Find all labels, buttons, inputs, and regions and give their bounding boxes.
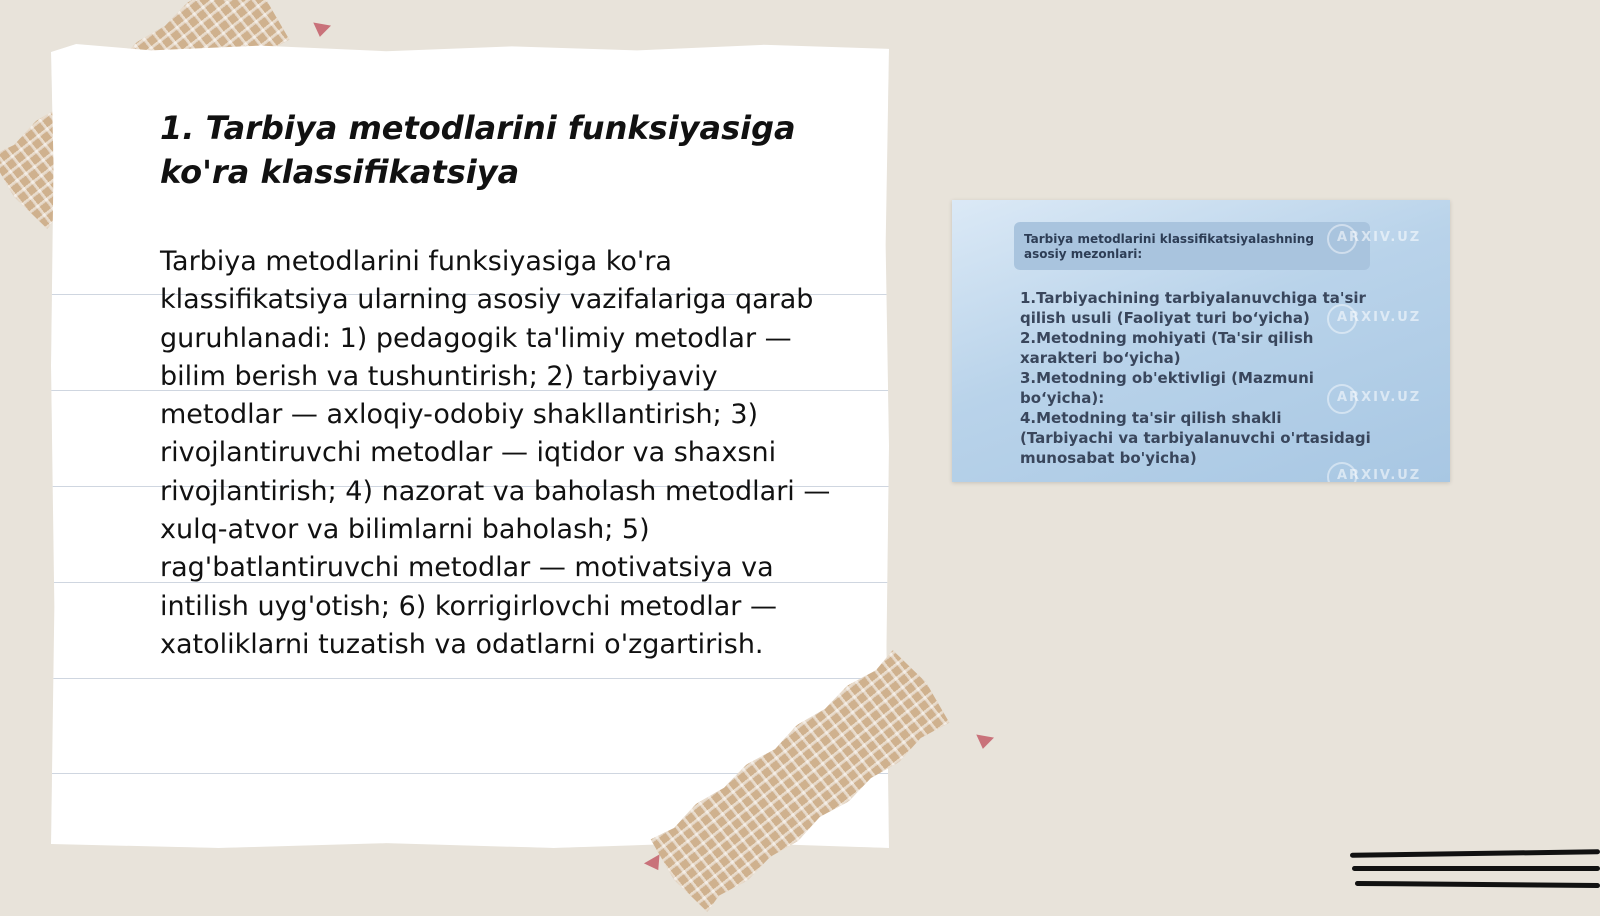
watermark-text: ARXIV.UZ [1337,390,1422,405]
list-item: 3.Metodning ob'ektivligi (Mazmuni bo‘yicha): [1020,369,1314,407]
reference-image [952,200,1450,482]
reference-image-list [1020,288,1372,468]
list-item: 4.Metodning ta'sir qilish shakli (Tarbiyachi va tarbiyalanuvchi o'rtasidagi munosabat bo'yicha) [1020,409,1371,467]
reference-image-heading: Tarbiya metodlarini klassifikatsiyalashning asosiy mezonlari: [1024,232,1314,261]
list-item: 1.Tarbiyachining tarbiyalanuvchiga ta'sir qilish usuli (Faoliyat turi bo‘yicha) [1020,289,1366,327]
watermark-text: ARXIV.UZ [1337,310,1422,325]
tape-pin-decoration [311,23,331,39]
brush-stroke-decoration [1350,849,1600,857]
paper-rule-line [51,678,889,679]
watermark-text: ARXIV.UZ [1337,468,1422,482]
watermark-text: ARXIV.UZ [1337,230,1422,245]
slide-title: 1. Tarbiya metodlarini funksiyasiga ko'ra klassifikatsiya [160,109,796,191]
slide-body-text: Tarbiya metodlarini funksiyasiga ko'ra klassifikatsiya ularning asosiy vazifalariga qarab guruhlanadi: 1) pedagogik ta'limiy metodlar — bilim berish va tushuntirish; 2) tarbiyaviy metodlar — axloqiy-odobiy shakllantirish; 3) rivojlantiruvchi metodlar — iqtidor va shaxsni rivojlantirish; 4) nazorat va baholash metodlari — xulq-atvor va bilimlarni baholash; 5) rag'batlantiruvchi metodlar — motivatsiya va intilish uyg'otish; 6) korrigirlovchi metodlar — xatoliklarni tuzatish va odatlarni o'zgartirish. [160,246,831,660]
list-item: 2.Metodning mohiyati (Ta'sir qilish xarakteri bo‘yicha) [1020,329,1314,367]
brush-stroke-decoration [1352,866,1600,871]
tape-pin-decoration [974,735,994,751]
brush-stroke-decoration [1355,881,1600,888]
